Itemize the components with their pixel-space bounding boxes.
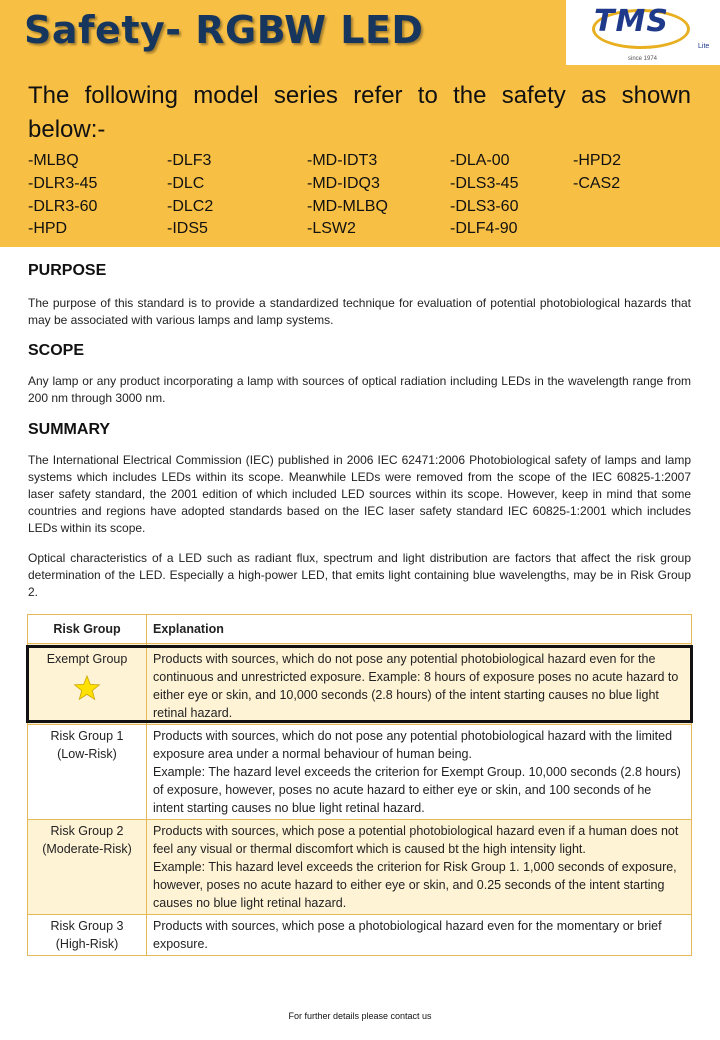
scope-text: Any lamp or any product incorporating a lamp with sources of optical radiation including LEDs in the wavelength range from 200 nm through 3000 nm. — [28, 374, 691, 405]
model-item: -IDS5 — [167, 220, 208, 237]
model-item: -HPD2 — [573, 152, 622, 169]
model-item: -DLR3-60 — [28, 198, 98, 215]
risk-group-cell: Exempt Group — [28, 644, 147, 725]
model-item: -DLF4-90 — [450, 220, 518, 237]
explanation-cell: Products with sources, which do not pose any potential photobiological hazard even for the continuous and unrestricted exposure. Example: 8 hours of exposure poses no acute hazard to either eye or skin, and 10,000 seconds (2.8 hours) of the intent starting causes no blue light retinal hazard. — [147, 644, 692, 725]
model-item: -DLA-00 — [450, 152, 510, 169]
intro-line-2: below:- — [28, 116, 106, 143]
model-item: -DLF3 — [167, 152, 212, 169]
page-title: Safety- RGBW LED — [24, 8, 424, 52]
table-row — [28, 644, 692, 725]
model-item: -DLR3-45 — [28, 175, 98, 192]
model-item: -MLBQ — [28, 152, 79, 169]
table-row — [28, 915, 692, 956]
company-logo — [566, 0, 720, 65]
footer-contact: For further details please contact us — [288, 1011, 432, 1021]
risk-group-cell: Risk Group 2 (Moderate-Risk) — [28, 820, 147, 915]
model-item: -DLC2 — [167, 198, 214, 215]
explanation-cell: Products with sources, which pose a potential photobiological hazard even if a human does not feel any visual or thermal discomfort which is caused bt the high intensity light. Example: This hazard level exceeds the criterion for Risk Group 1. 1,000 seconds of exposure, however, poses no acute hazard to either eye or skin, and 0.25 seconds of the intent starting causes no blue light retinal hazard. — [147, 820, 692, 915]
risk-group-table — [27, 614, 692, 956]
explanation-cell: Products with sources, which do not pose any potential photobiological hazard with the limited exposure area under a normal behaviour of human being. Example: The hazard level exceeds the criterion for Exempt Group. 10,000 seconds (2.8 hours) of exposure, however, poses no acute hazard to either eye or skin, and 100 seconds of he intent starting causes no blue light retinal hazard. — [147, 725, 692, 820]
explanation-cell: Products with sources, which pose a photobiological hazard even for the momentary or brief exposure. — [147, 915, 692, 956]
risk-group-cell: Risk Group 3 (High-Risk) — [28, 915, 147, 956]
purpose-heading: PURPOSE — [28, 262, 107, 279]
summary-heading: SUMMARY — [28, 421, 111, 438]
model-item: -DLS3-60 — [450, 198, 519, 215]
model-item: -DLC — [167, 175, 205, 192]
table-header-risk-group: Risk Group — [28, 615, 147, 644]
header-band — [0, 0, 720, 247]
table-row — [28, 725, 692, 820]
model-item: -CAS2 — [573, 175, 621, 192]
table-row — [28, 820, 692, 915]
table-header-row — [28, 615, 692, 644]
summary-text-2: Optical characteristics of a LED such as radiant flux, spectrum and light distribution are factors that affect the risk group determination of the LED. Especially a high-power LED, that emits light containing blue wavelengths, may be in Risk Group 2. — [28, 551, 691, 599]
logo-sub: Lite — [698, 43, 710, 50]
scope-heading: SCOPE — [28, 342, 85, 359]
logo-text: TMS — [594, 4, 669, 39]
model-item: -LSW2 — [307, 220, 356, 237]
model-item: -MD-IDQ3 — [307, 175, 380, 192]
logo-tagline: since 1974 — [628, 56, 658, 62]
model-item: -MD-IDT3 — [307, 152, 378, 169]
purpose-text: The purpose of this standard is to provide a standardized technique for evaluation of potential photobiological hazards that may be associated with various lamps and lamp systems. — [28, 296, 691, 327]
table-header-explanation: Explanation — [147, 615, 692, 644]
model-item: -DLS3-45 — [450, 175, 519, 192]
star-icon — [73, 674, 101, 702]
risk-group-cell: Risk Group 1 (Low-Risk) — [28, 725, 147, 820]
summary-text-1: The International Electrical Commission (IEC) published in 2006 IEC 62471:2006 Photobiological safety of lamps and lamp systems which includes LEDs within its scope. Meanwhile LEDs were removed from the scope of the IEC 60825-1:2007 laser safety standard, the 2001 edition of which included LED sources within its scope. However, keep in mind that some countries and regions have adopted standards based on the IEC laser safety standard IEC 60825-1:2001 which includes LEDs within its scope. — [28, 453, 691, 535]
model-item: -HPD — [28, 220, 68, 237]
intro-line-1: The following model series refer to the safety as shown — [28, 82, 691, 109]
model-item: -MD-MLBQ — [307, 198, 388, 215]
